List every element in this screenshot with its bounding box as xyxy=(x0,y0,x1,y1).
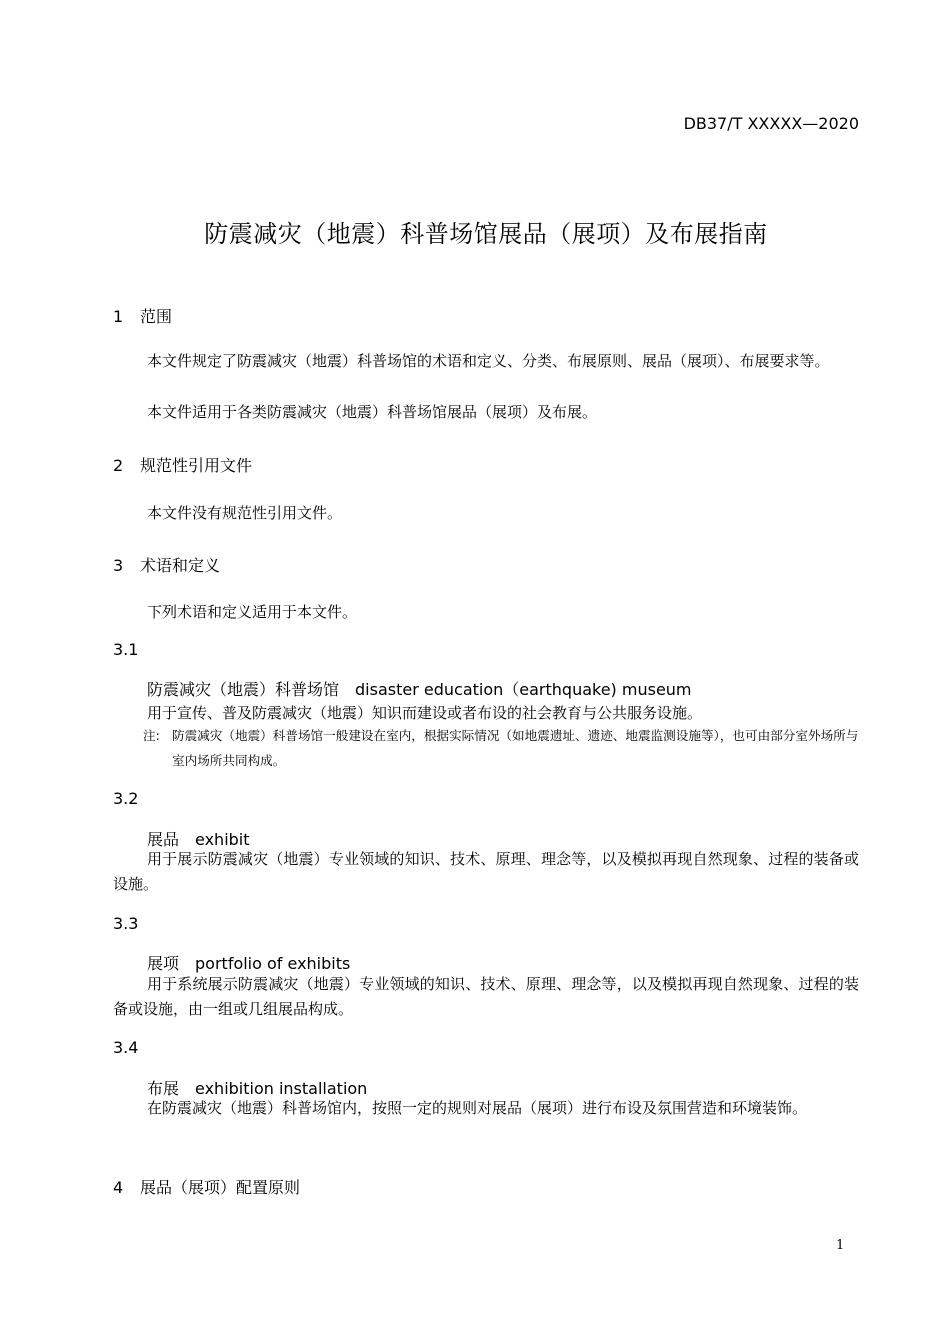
section-3-paragraph: 下列术语和定义适用于本文件。 xyxy=(147,603,358,621)
term-3-3-number: 3.3 xyxy=(113,914,139,933)
term-en: exhibit xyxy=(195,830,250,849)
section-1-heading xyxy=(113,304,172,327)
section-title: 范围 xyxy=(140,307,173,326)
term-zh: 展项 xyxy=(147,954,180,973)
section-title: 术语和定义 xyxy=(140,556,221,575)
term-3-3-definition: 用于系统展示防震减灾（地震）专业领域的知识、技术、原理、理念等，以及模拟再现自然现象、过程的装备或设施，由一组或几组展品构成。 xyxy=(113,975,859,1018)
section-2-paragraph: 本文件没有规范性引用文件。 xyxy=(147,504,343,522)
term-3-1-note xyxy=(143,723,859,773)
term-en: exhibition installation xyxy=(195,1079,368,1098)
section-number: 4 xyxy=(113,1178,124,1197)
section-2-heading xyxy=(113,453,252,476)
term-zh: 展品 xyxy=(147,830,180,849)
section-title: 展品（展项）配置原则 xyxy=(140,1178,301,1197)
section-1-paragraph-1: 本文件规定了防震减灾（地震）科普场馆的术语和定义、分类、布展原则、展品（展项）、布展要求等。 xyxy=(147,352,830,370)
term-3-1-number: 3.1 xyxy=(113,640,139,659)
note-text: 防震减灾（地震）科普场馆一般建设在室内，根据实际情况（如地震遗址、遗迹、地震监测设施等），也可由部分室外场所与室内场所共同构成。 xyxy=(172,728,859,768)
term-3-3-title xyxy=(147,951,350,974)
note-label: 注: xyxy=(143,728,160,743)
section-1-paragraph-2: 本文件适用于各类防震减灾（地震）科普场馆展品（展项）及布展。 xyxy=(147,403,598,421)
section-number: 3 xyxy=(113,556,124,575)
term-3-2-number: 3.2 xyxy=(113,789,139,808)
term-3-4-definition: 在防震减灾（地震）科普场馆内，按照一定的规则对展品（展项）进行布设及氛围营造和环境装饰。 xyxy=(147,1099,808,1117)
section-number: 1 xyxy=(113,307,124,326)
term-3-1-title xyxy=(147,677,692,700)
page-title: 防震减灾（地震）科普场馆展品（展项）及布展指南 xyxy=(204,220,768,248)
document-code: DB37/T XXXXX—2020 xyxy=(683,114,859,133)
term-zh: 防震减灾（地震）科普场馆 xyxy=(147,680,340,699)
section-4-heading xyxy=(113,1175,300,1198)
page-number: 1 xyxy=(836,1238,845,1253)
term-zh: 布展 xyxy=(147,1079,180,1098)
section-title: 规范性引用文件 xyxy=(140,456,253,475)
term-3-2-definition: 用于展示防震减灾（地震）专业领域的知识、技术、原理、理念等，以及模拟再现自然现象、过程的装备或设施。 xyxy=(113,850,859,893)
section-3-heading xyxy=(113,553,220,576)
term-3-4-number: 3.4 xyxy=(113,1038,139,1057)
term-en: disaster education（earthquake) museum xyxy=(355,680,692,699)
term-3-1-definition: 用于宣传、普及防震减灾（地震）知识而建设或者布设的社会教育与公共服务设施。 xyxy=(147,704,703,722)
section-number: 2 xyxy=(113,456,124,475)
term-en: portfolio of exhibits xyxy=(195,954,351,973)
